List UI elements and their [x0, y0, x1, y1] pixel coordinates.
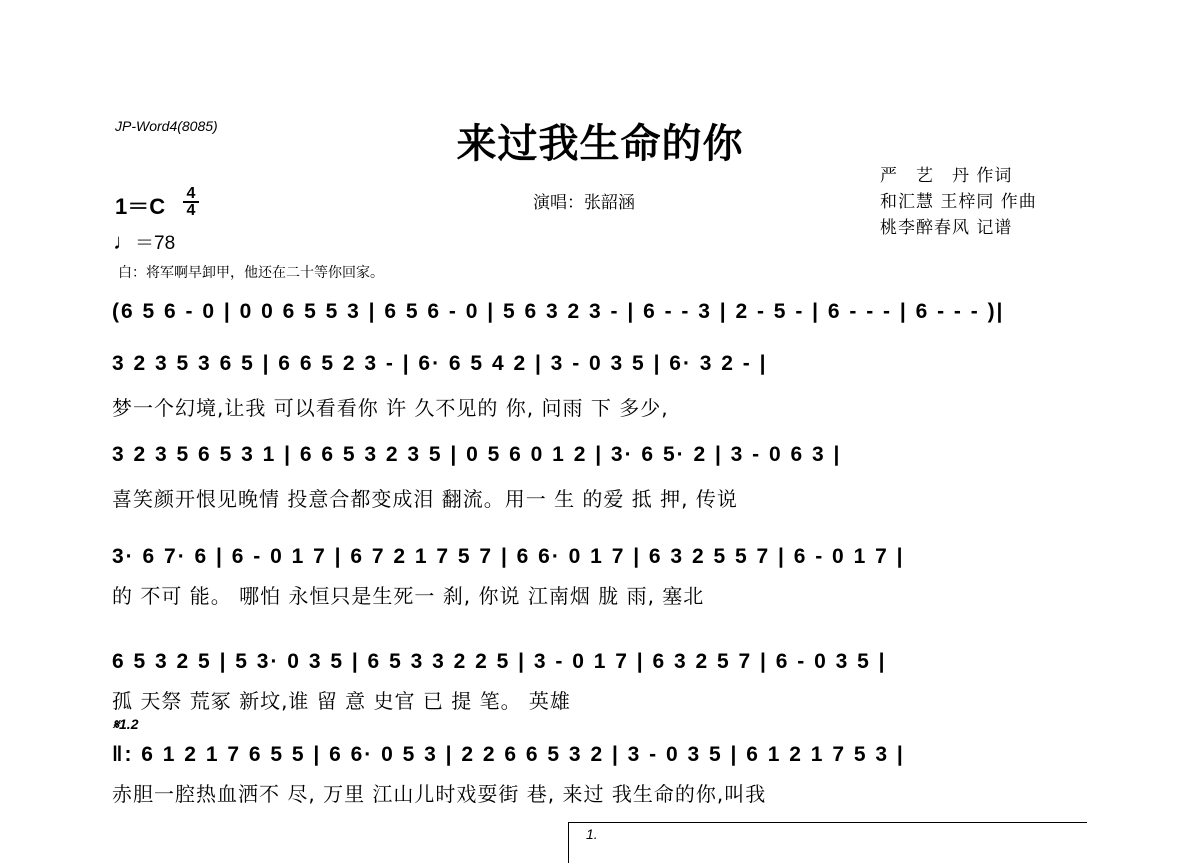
time-bottom: 4 [183, 201, 199, 218]
volta-bracket [568, 822, 1087, 863]
time-top: 4 [186, 185, 196, 202]
source-label: JP-Word4(8085) [115, 118, 218, 134]
score-line-4-lyrics: 的 不可 能。 哪怕 永恒只是生死一 刹, 你说 江南烟 胧 雨, 塞北 [112, 584, 705, 608]
credits [880, 163, 1037, 241]
score-line-5-lyrics: 孤 天祭 荒冢 新坟,谁 留 意 史官 已 提 笔。 英雄 [112, 689, 571, 713]
score-line-6-notes: ‖: 6 1 2 1 7 6 5 5 | 6 6· 0 5 3 | 2 2 6 6 5 3 2 | 3 - 0 3 5 | 6 1 2 1 7 5 3 | [112, 743, 905, 766]
quarter-note-icon: ♩ [113, 229, 135, 254]
tempo-value: ＝78 [135, 233, 176, 254]
tempo [113, 228, 175, 255]
score-line-4-notes: 3· 6 7· 6 | 6 - 0 1 7 | 6 7 2 1 7 5 7 | 6 6· 0 1 7 | 6 3 2 5 5 7 | 6 - 0 1 7 | [112, 545, 905, 568]
song-title: 来过我生命的你 [456, 121, 744, 167]
score-line-3-lyrics: 喜笑颜开恨见晚情 投意合都变成泪 翻流。用一 生 的爱 抵 押, 传说 [112, 487, 738, 511]
composer: 和汇慧 王梓同 作曲 [880, 192, 1037, 212]
key-signature: 1＝C [115, 194, 166, 219]
score-line-6-lyrics: 赤胆一腔热血洒不 尽, 万里 江山儿时戏耍街 巷, 来过 我生命的你,叫我 [112, 782, 767, 806]
score-line-2-lyrics: 梦一个幻境,让我 可以看看你 许 久不见的 你, 问雨 下 多少, [112, 396, 669, 420]
volta-label: 1. [586, 826, 598, 842]
singer: 演唱：张韶涵 [533, 193, 635, 213]
score-line-2-notes: 3 2 3 5 3 6 5 | 6 6 5 2 3 - | 6· 6 5 4 2 | 3 - 0 3 5 | 6· 3 2 - | [112, 352, 768, 375]
score-line-5-notes: 6 5 3 2 5 | 5 3· 0 3 5 | 6 5 3 3 2 2 5 | 3 - 0 1 7 | 6 3 2 5 7 | 6 - 0 3 5 | [112, 650, 887, 673]
spoken-line: 白：将军啊早卸甲，他还在二十等你回家。 [118, 265, 384, 281]
score-line-1-notes: (6 5 6 - 0 | 0 0 6 5 5 3 | 6 5 6 - 0 | 5 6 3 2 3 - | 6 - - 3 | 2 - 5 - | 6 - - - | 6 - - - )| [112, 300, 1005, 323]
score-line-3-notes: 3 2 3 5 6 5 3 1 | 6 6 5 3 2 3 5 | 0 5 6 0 1 2 | 3· 6 5· 2 | 3 - 0 6 3 | [112, 443, 842, 466]
transcriber: 桃李醉春风 记谱 [880, 218, 1013, 238]
time-signature [183, 186, 199, 218]
lyricist: 严 艺 丹 作词 [880, 166, 1013, 186]
segno-mark: 𝄋1.2 [113, 716, 139, 732]
